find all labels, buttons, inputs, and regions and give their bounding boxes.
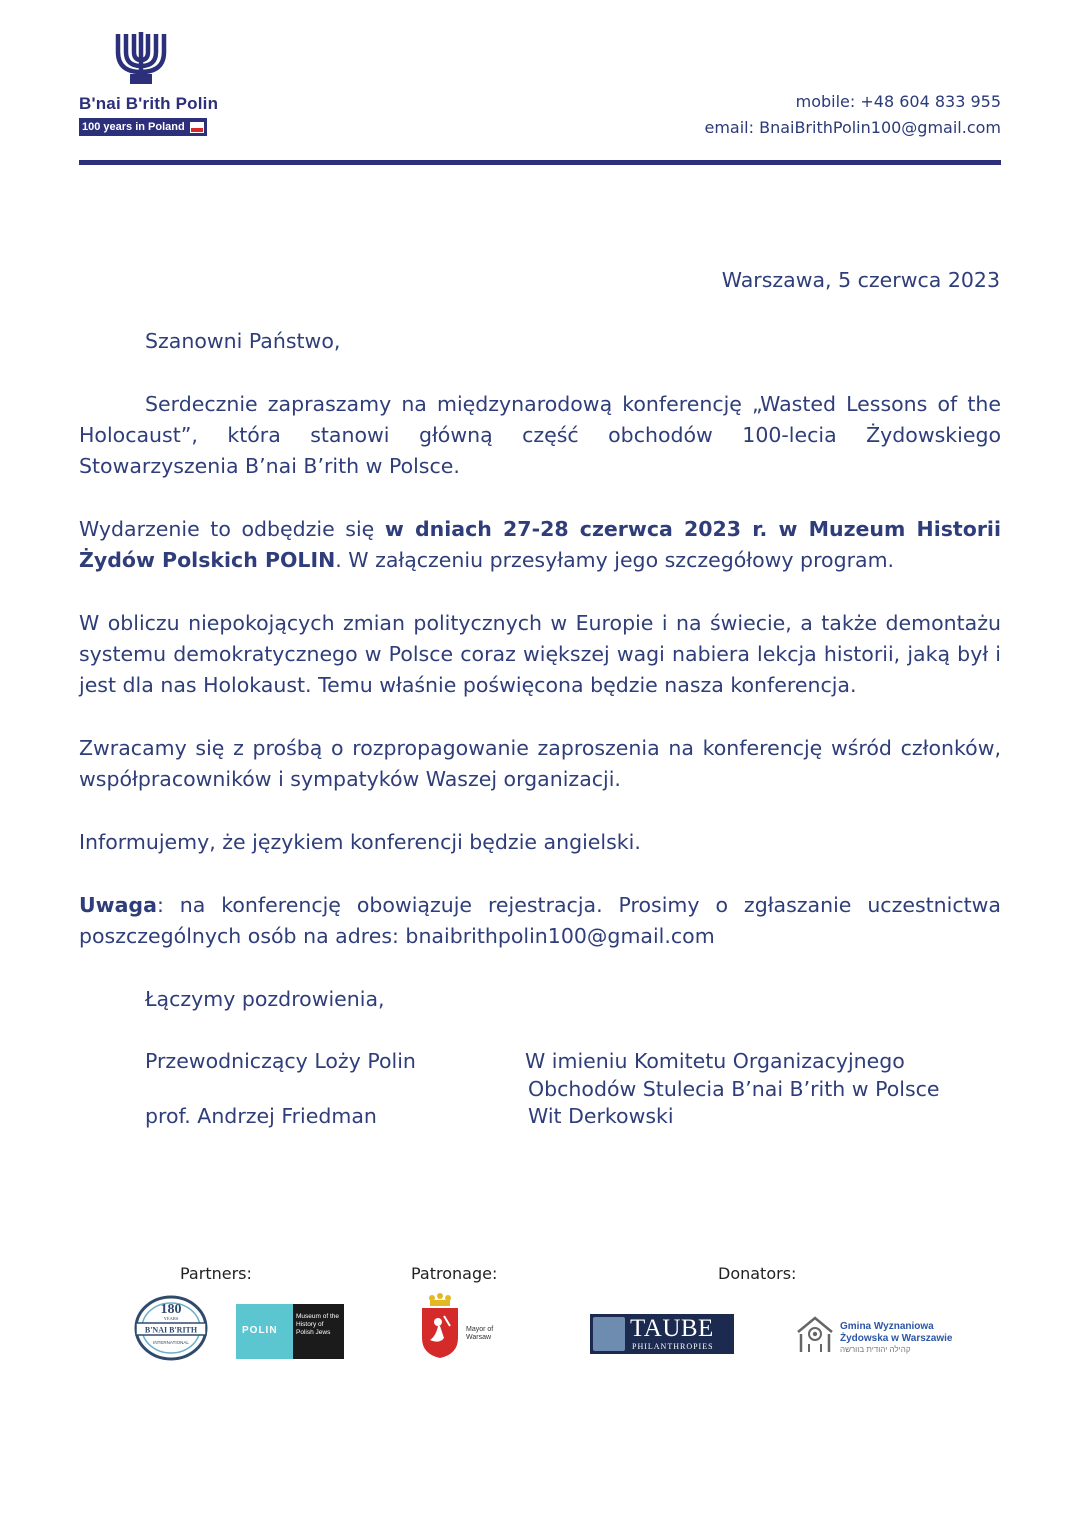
tagline-text: 100 years in Poland	[82, 121, 185, 133]
partners-label: Partners:	[180, 1264, 252, 1283]
signature-right-line1: W imieniu Komitetu Organizacyjnego	[525, 1049, 905, 1073]
paragraph-request: Zwracamy się z prośbą o rozpropagowanie zaproszenia na konferencję wśród członków, współpracowników i sympatyków Waszej organizacji.	[79, 736, 1001, 791]
svg-text:B'NAI B'RITH: B'NAI B'RITH	[144, 1325, 198, 1335]
taube-name: TAUBE	[630, 1315, 714, 1342]
gmina-line1: Gmina Wyznaniowa	[840, 1321, 934, 1332]
signature-right-line2: Obchodów Stulecia B’nai B’rith w Polsce	[528, 1077, 940, 1101]
polish-flag-icon	[190, 122, 204, 133]
header-divider	[79, 160, 1001, 165]
polin-short-name: POLIN	[242, 1325, 278, 1336]
mayor-of-warsaw-label: Mayor of Warsaw	[466, 1326, 494, 1341]
paragraph-context: W obliczu niepokojących zmian politycznych w Europie i na świecie, a także demontażu systemu demokratycznego w Polsce coraz większej wagi nabiera lekcja historii, jaką był i jest dla nas Holokaust. Temu właśnie poświęcona będzie nasza konferencja.	[79, 611, 1001, 697]
note-label: Uwaga	[79, 893, 157, 917]
svg-text:INTERNATIONAL: INTERNATIONAL	[153, 1340, 189, 1345]
letter-date: Warszawa, 5 czerwca 2023	[721, 268, 1000, 292]
svg-text:YEARS: YEARS	[163, 1316, 179, 1321]
signature-left-name: prof. Andrzej Friedman	[145, 1104, 377, 1128]
event-details-text: Wydarzenie to odbędzie się	[79, 517, 385, 541]
warsaw-coat-of-arms-icon	[418, 1292, 462, 1360]
signature-right-name: Wit Derkowski	[528, 1104, 674, 1128]
taube-philanthropies-logo	[590, 1314, 734, 1354]
paragraph-language: Informujemy, że językiem konferencji będzie angielski.	[79, 830, 641, 854]
event-program-text: . W załączeniu przesyłamy jego szczegółowy program.	[335, 548, 895, 572]
gmina-hebrew: קהילה יהודית בוורשה	[840, 1345, 911, 1354]
event-date-venue: w dniach 27-28 czerwca 2023 r. w Muzeum Historii Żydów Polskich POLIN	[79, 517, 1001, 572]
polin-full-name: Museum of the History of Polish Jews	[296, 1313, 339, 1336]
polin-museum-logo	[236, 1304, 344, 1359]
tree-icon	[593, 1317, 625, 1351]
registration-text: : na konferencję obowiązuje rejestracja. Prosimy o zgłaszanie uczestnictwa poszczególnych osób na adres: bnaibrithpolin100@gmail.com	[79, 893, 1001, 948]
paragraph-invitation: Serdecznie zapraszamy na międzynarodową konferencję „Wasted Lessons of the Holocaust”, która stanowi główną część obchodów 100-lecia Żydowskiego Stowarzyszenia B’nai B’rith w Polsce.	[79, 392, 1001, 478]
organization-tagline-badge	[79, 118, 207, 136]
gmina-line2: Żydowska w Warszawie	[840, 1333, 953, 1344]
taube-sub: PHILANTHROPIES	[632, 1342, 714, 1351]
gmina-house-icon	[795, 1314, 835, 1354]
paragraph-registration	[79, 890, 1001, 952]
salutation: Szanowni Państwo,	[145, 329, 341, 353]
closing: Łączymy pozdrowienia,	[145, 987, 385, 1011]
contact-email[interactable]: email: BnaiBrithPolin100@gmail.com	[704, 118, 1001, 137]
organization-name: B'nai B'rith Polin	[79, 94, 219, 113]
gmina-logo-text	[840, 1321, 952, 1354]
paragraph-event-details	[79, 514, 1001, 576]
donators-label: Donators:	[718, 1264, 797, 1283]
patronage-label: Patronage:	[411, 1264, 498, 1283]
contact-mobile: mobile: +48 604 833 955	[795, 92, 1001, 111]
bnai-brith-international-logo	[133, 1294, 209, 1362]
svg-text:180: 180	[160, 1302, 182, 1317]
signature-left-title: Przewodniczący Loży Polin	[145, 1049, 416, 1073]
menorah-icon	[110, 30, 172, 86]
